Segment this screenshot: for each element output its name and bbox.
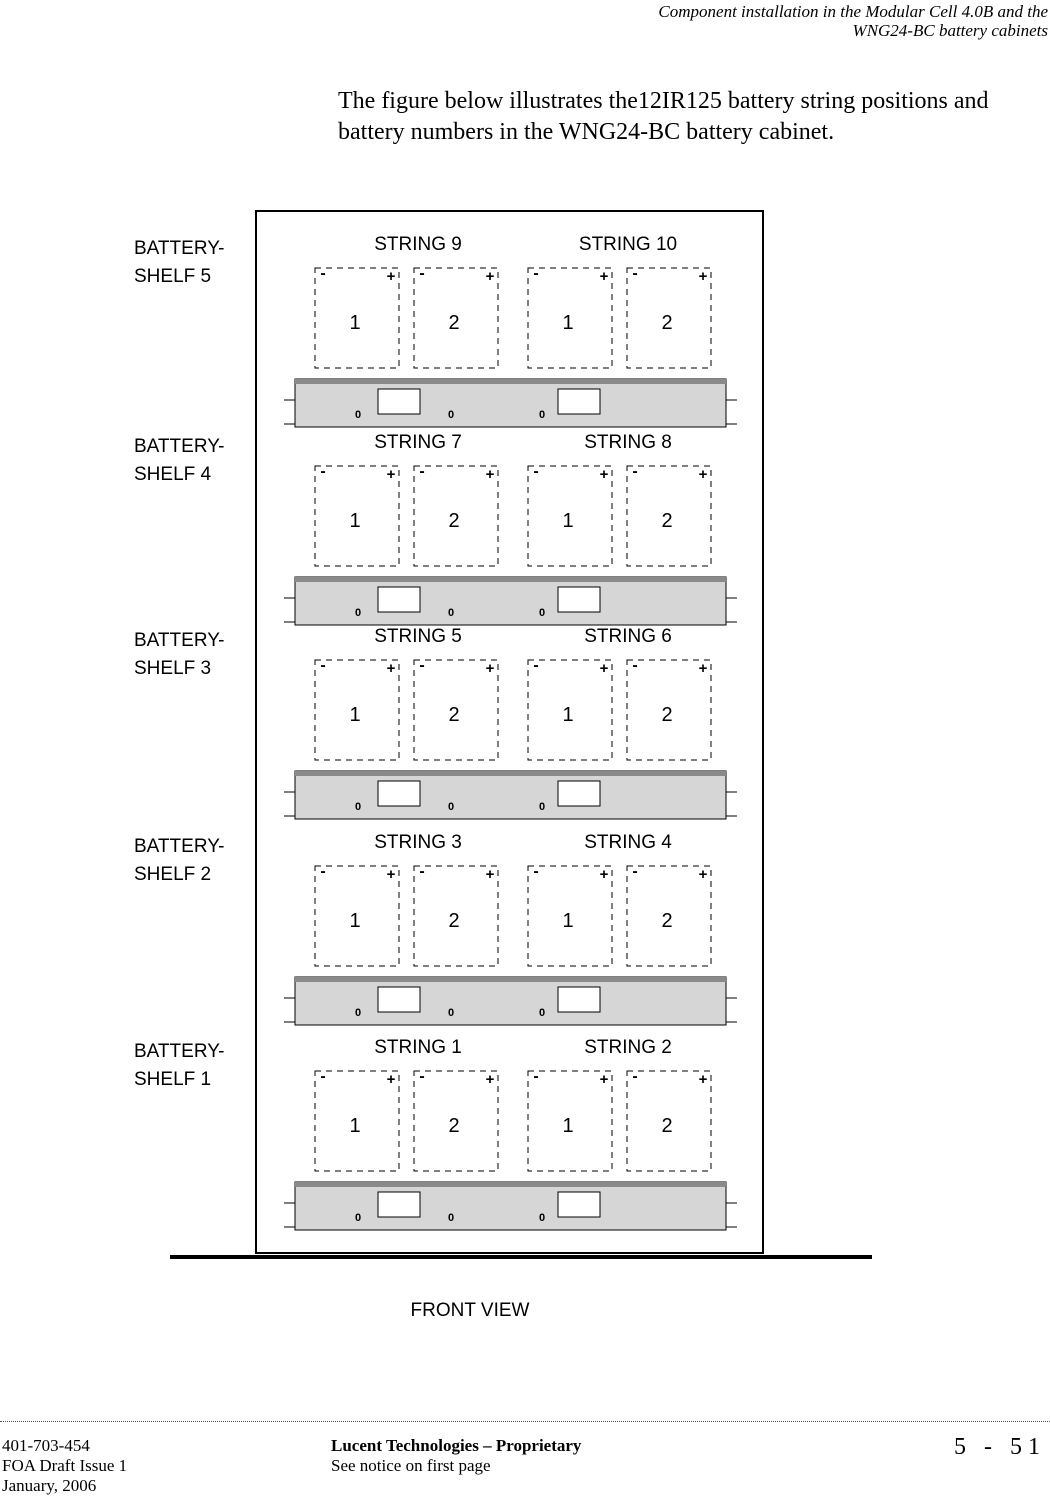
positive-terminal: +: [386, 466, 396, 483]
shelf-label-line2: SHELF 1: [134, 1069, 212, 1090]
shelf-label-line2: SHELF 3: [134, 658, 212, 679]
tray-indicator: 0: [538, 1007, 546, 1019]
negative-terminal: -: [632, 463, 638, 480]
shelf-label-line2: SHELF 2: [134, 864, 212, 885]
string-label: STRING 6: [584, 626, 672, 647]
battery-number: 1: [349, 910, 361, 932]
shelf-label-line1: BATTERY-: [134, 1041, 225, 1062]
negative-terminal: -: [632, 863, 638, 880]
positive-terminal: +: [698, 866, 708, 883]
tray-indicator: 0: [447, 1007, 455, 1019]
tray-indicator: 0: [538, 801, 546, 813]
footer-center: [331, 1436, 581, 1476]
positive-terminal: +: [485, 660, 495, 677]
positive-terminal: +: [698, 1071, 708, 1088]
negative-terminal: -: [533, 463, 539, 480]
cabinet-outline: [256, 211, 763, 1253]
battery-number: 2: [448, 910, 460, 932]
shelf-tray-edge: [295, 577, 726, 582]
negative-terminal: -: [533, 265, 539, 282]
battery-number: 2: [448, 704, 460, 726]
doc-number: 401-703-454: [2, 1436, 90, 1455]
notice-reference: See notice on first page: [331, 1456, 491, 1475]
tray-indicator: 0: [354, 607, 362, 619]
battery-number: 1: [562, 1115, 574, 1137]
negative-terminal: -: [320, 1068, 326, 1085]
negative-terminal: -: [419, 463, 425, 480]
shelf-tray-edge: [295, 771, 726, 776]
breaker-window: [558, 1192, 600, 1217]
issue-date: January, 2006: [2, 1476, 97, 1495]
battery-number: 1: [562, 704, 574, 726]
header-line-1: Component installation in the Modular Cell 4.0B and the: [658, 2, 1048, 21]
string-label: STRING 3: [374, 832, 462, 853]
positive-terminal: +: [599, 660, 609, 677]
negative-terminal: -: [632, 265, 638, 282]
negative-terminal: -: [320, 463, 326, 480]
tray-indicator: 0: [447, 1212, 455, 1224]
breaker-window: [378, 587, 420, 612]
battery-number: 2: [661, 704, 673, 726]
negative-terminal: -: [419, 1068, 425, 1085]
battery-number: 2: [448, 1115, 460, 1137]
battery-number: 2: [448, 312, 460, 334]
breaker-window: [558, 389, 600, 414]
string-label: STRING 5: [374, 626, 462, 647]
positive-terminal: +: [599, 268, 609, 285]
battery-number: 1: [349, 510, 361, 532]
string-label: STRING 4: [584, 832, 672, 853]
string-label: STRING 10: [578, 234, 678, 255]
breaker-window: [558, 587, 600, 612]
proprietary-notice: Lucent Technologies – Proprietary: [331, 1436, 582, 1455]
negative-terminal: -: [632, 1068, 638, 1085]
negative-terminal: -: [419, 657, 425, 674]
positive-terminal: +: [485, 866, 495, 883]
negative-terminal: -: [320, 265, 326, 282]
draft-issue: FOA Draft Issue 1: [2, 1456, 128, 1475]
breaker-window: [558, 987, 600, 1012]
positive-terminal: +: [485, 1071, 495, 1088]
tray-indicator: 0: [447, 801, 455, 813]
breaker-window: [558, 781, 600, 806]
positive-terminal: +: [386, 268, 396, 285]
breaker-window: [378, 1192, 420, 1217]
tray-indicator: 0: [447, 607, 455, 619]
negative-terminal: -: [533, 657, 539, 674]
battery-number: 2: [661, 510, 673, 532]
battery-number: 1: [562, 312, 574, 334]
breaker-window: [378, 389, 420, 414]
tray-indicator: 0: [354, 409, 362, 421]
positive-terminal: +: [698, 466, 708, 483]
battery-number: 2: [448, 510, 460, 532]
footer-left: [2, 1436, 127, 1496]
positive-terminal: +: [386, 1071, 396, 1088]
footer-rule: [0, 1421, 1050, 1422]
battery-number: 2: [661, 910, 673, 932]
negative-terminal: -: [419, 265, 425, 282]
shelf-label-line1: BATTERY-: [134, 836, 225, 857]
shelf-label-line2: SHELF 5: [134, 266, 212, 287]
intro-line-2: battery numbers in the WNG24-BC battery cabinet.: [338, 119, 835, 145]
positive-terminal: +: [599, 466, 609, 483]
battery-number: 2: [661, 312, 673, 334]
positive-terminal: +: [485, 268, 495, 285]
string-label: STRING 9: [374, 234, 462, 255]
figure-caption: FRONT VIEW: [410, 1300, 530, 1321]
breaker-window: [378, 781, 420, 806]
positive-terminal: +: [599, 1071, 609, 1088]
string-label: STRING 2: [584, 1037, 672, 1058]
breaker-window: [378, 987, 420, 1012]
positive-terminal: +: [386, 866, 396, 883]
battery-number: 1: [349, 704, 361, 726]
negative-terminal: -: [533, 1068, 539, 1085]
battery-number: 1: [349, 312, 361, 334]
tray-indicator: 0: [447, 409, 455, 421]
tray-indicator: 0: [538, 1212, 546, 1224]
page-number: 5 - 51: [954, 1434, 1046, 1460]
string-label: STRING 8: [584, 432, 672, 453]
battery-number: 1: [349, 1115, 361, 1137]
shelf-label-line1: BATTERY-: [134, 436, 225, 457]
battery-number: 1: [562, 510, 574, 532]
negative-terminal: -: [632, 657, 638, 674]
tray-indicator: 0: [354, 801, 362, 813]
tray-indicator: 0: [538, 409, 546, 421]
shelf-label-line2: SHELF 4: [134, 464, 212, 485]
intro-line-1: The figure below illustrates the12IR125 battery string positions and: [338, 88, 989, 114]
shelf-label-line1: BATTERY-: [134, 238, 225, 259]
positive-terminal: +: [599, 866, 609, 883]
shelf-tray-edge: [295, 379, 726, 384]
tray-indicator: 0: [354, 1007, 362, 1019]
positive-terminal: +: [698, 660, 708, 677]
string-label: STRING 7: [374, 432, 462, 453]
shelf-label-line1: BATTERY-: [134, 630, 225, 651]
negative-terminal: -: [320, 863, 326, 880]
tray-indicator: 0: [538, 607, 546, 619]
negative-terminal: -: [320, 657, 326, 674]
negative-terminal: -: [419, 863, 425, 880]
positive-terminal: +: [485, 466, 495, 483]
shelf-tray-edge: [295, 1182, 726, 1187]
string-label: STRING 1: [374, 1037, 462, 1058]
battery-number: 2: [661, 1115, 673, 1137]
battery-number: 1: [562, 910, 574, 932]
positive-terminal: +: [698, 268, 708, 285]
tray-indicator: 0: [354, 1212, 362, 1224]
header-line-2: WNG24-BC battery cabinets: [852, 21, 1048, 40]
shelf-tray-edge: [295, 977, 726, 982]
positive-terminal: +: [386, 660, 396, 677]
negative-terminal: -: [533, 863, 539, 880]
